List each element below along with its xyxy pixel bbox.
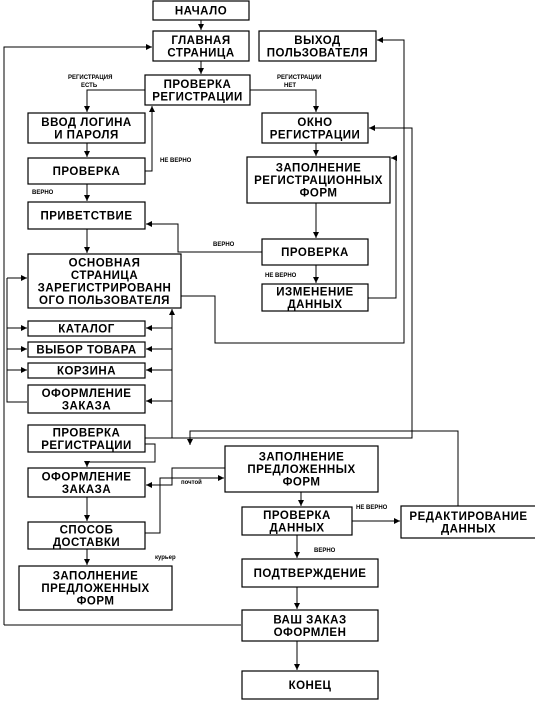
edge-label-registration-none: РЕГИСТРАЦИИ xyxy=(277,75,322,81)
fill-registration-forms-node xyxy=(247,157,390,203)
node-label: СТРАНИЦА xyxy=(70,269,139,282)
node-label: ГЛАВНАЯ xyxy=(171,34,231,47)
node-label: И ПАРОЛЯ xyxy=(54,129,119,142)
fill-offered-forms-2-node xyxy=(19,566,172,610)
node-label: ФОРМ xyxy=(299,187,338,200)
change-data-node xyxy=(262,284,368,311)
node-label: ПРОВЕРКА xyxy=(281,247,349,259)
fill-offered-forms-1-node xyxy=(225,446,378,492)
registered-main-page-node xyxy=(28,254,181,308)
node-label: ВВОД ЛОГИНА xyxy=(41,116,132,129)
node-label: РЕГИСТРАЦИИ xyxy=(269,129,361,142)
end-node xyxy=(242,671,378,699)
delivery-method-node xyxy=(28,522,145,549)
edge-label-incorrect-data: НЕ ВЕРНО xyxy=(356,505,388,511)
node-label: ИЗМЕНЕНИЕ xyxy=(276,286,354,299)
node-label: ОФОРМЛЕНИЕ xyxy=(41,387,132,400)
node-label: ФОРМ xyxy=(282,476,321,489)
order-placed-node xyxy=(242,610,378,641)
node-label: ПОЛЬЗОВАТЕЛЯ xyxy=(266,47,369,60)
check-login-node xyxy=(28,158,145,184)
node-label: ПРЕДЛОЖЕННЫХ xyxy=(247,464,356,476)
edge-label-registration-none: НЕТ xyxy=(284,83,296,89)
node-label: ОГО ПОЛЬЗОВАТЕЛЯ xyxy=(39,294,170,307)
node-label: ЗАКАЗА xyxy=(61,400,112,413)
node-label: ОФОРМЛЕН xyxy=(273,626,347,639)
node-label: СПОСОБ xyxy=(59,524,114,537)
node-label: ПРЕДЛОЖЕННЫХ xyxy=(41,583,150,595)
edge-label-incorrect-registration: НЕ ВЕРНО xyxy=(265,273,297,279)
connector-31 xyxy=(145,478,224,533)
connector-6 xyxy=(145,106,152,171)
flowchart-nodes xyxy=(19,1,535,699)
select-product-node xyxy=(28,342,145,357)
node-label: КАТАЛОГ xyxy=(58,323,115,336)
node-label: СТРАНИЦА xyxy=(167,47,235,60)
edge-label-by-mail: почтой xyxy=(181,480,202,486)
node-label: ПРОВЕРКА xyxy=(52,166,121,178)
node-label: ПРОВЕРКА xyxy=(263,509,331,522)
node-label: ДАННЫХ xyxy=(287,298,343,311)
registration-window-node xyxy=(262,113,368,143)
connector-3 xyxy=(250,90,316,112)
connector-2 xyxy=(87,90,145,112)
edit-data-node xyxy=(401,506,535,538)
login-input-node xyxy=(28,113,145,143)
checkout-2-node xyxy=(28,468,145,497)
edge-label-registration-exists: РЕГИСТРАЦИЯ xyxy=(68,75,113,81)
edge-label-courier: курьер xyxy=(155,555,176,561)
cart-node xyxy=(28,363,145,378)
node-label: ВЫХОД xyxy=(294,34,341,47)
connector-17 xyxy=(7,278,27,402)
node-label: ЗАПОЛНЕНИЕ xyxy=(258,451,345,464)
node-label: ПОДТВЕРЖДЕНИЕ xyxy=(253,568,367,580)
node-label: РЕДАКТИРОВАНИЕ xyxy=(409,510,528,523)
node-label: ОКНО xyxy=(297,116,333,129)
confirmation-node xyxy=(242,559,378,587)
node-label: ПРОВЕРКА xyxy=(52,427,121,440)
edge-label-correct-registration: ВЕРНО xyxy=(213,242,235,248)
node-label: ДОСТАВКИ xyxy=(52,536,121,549)
user-exit-node xyxy=(259,31,376,61)
node-label: ОФОРМЛЕНИЕ xyxy=(41,471,132,484)
node-label: ЗАКАЗА xyxy=(61,483,112,496)
node-label: ПРИВЕТСТВИЕ xyxy=(40,210,133,223)
checkout-1-node xyxy=(28,385,145,413)
greeting-node xyxy=(28,202,145,229)
catalog-node xyxy=(28,321,145,336)
node-label: ОСНОВНАЯ xyxy=(68,257,141,270)
node-label: ДАННЫХ xyxy=(440,523,497,536)
node-label: РЕГИСТРАЦИИ xyxy=(152,91,243,104)
node-label: ВАШ ЗАКАЗ xyxy=(273,614,347,627)
edge-label-incorrect-login: НЕ ВЕРНО xyxy=(160,158,192,164)
node-label: КОНЕЦ xyxy=(288,680,332,692)
connector-10 xyxy=(146,224,262,252)
node-label: ЗАРЕГИСТРИРОВАНН xyxy=(37,282,172,295)
node-label: РЕГИСТРАЦИОННЫХ xyxy=(254,175,383,187)
check-registration-data-node xyxy=(262,239,368,265)
edge-label-correct-login: ВЕРНО xyxy=(32,190,54,196)
node-label: ПРОВЕРКА xyxy=(163,78,232,91)
check-registration-node xyxy=(145,75,250,105)
check-registration-2-node xyxy=(28,425,145,452)
node-label: КОРЗИНА xyxy=(56,365,117,378)
check-data-node xyxy=(242,507,352,535)
node-label: ЗАПОЛНЕНИЕ xyxy=(275,162,362,175)
node-label: НАЧАЛО xyxy=(174,5,228,18)
node-label: ВЫБОР ТОВАРА xyxy=(36,344,137,357)
start-node xyxy=(153,1,249,20)
node-label: ДАННЫХ xyxy=(269,522,325,535)
edge-label-correct-data: ВЕРНО xyxy=(314,548,336,554)
edge-label-registration-exists: ЕСТЬ xyxy=(81,83,98,89)
main-page-node xyxy=(153,31,249,61)
node-label: ЗАПОЛНЕНИЕ xyxy=(52,570,139,583)
node-label: РЕГИСТРАЦИИ xyxy=(41,439,132,452)
node-label: ФОРМ xyxy=(76,595,115,608)
